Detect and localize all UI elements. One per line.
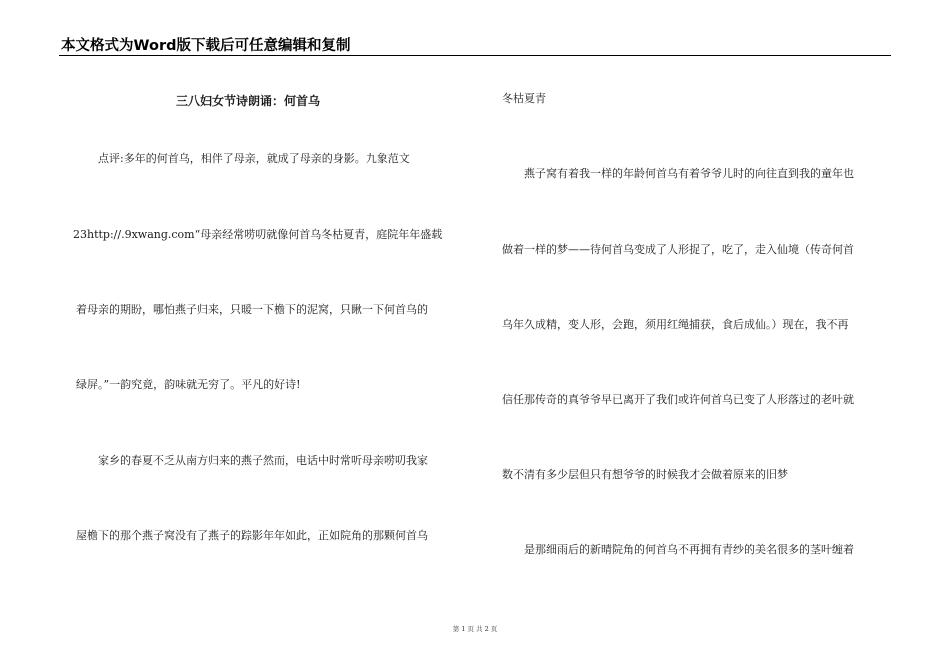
right-line: 燕子窝有着我一样的年龄何首乌有着爷爷儿时的向往直到我的童年也 xyxy=(502,167,854,180)
left-line: 家乡的春夏不乏从南方归来的燕子然而，电话中时常听母亲唠叨我家 xyxy=(76,454,428,467)
left-line: 着母亲的期盼，哪怕燕子归来，只暖一下檐下的泥窝，只瞅一下何首乌的 xyxy=(76,303,428,316)
left-line: 屋檐下的那个燕子窝没有了燕子的踪影年年如此，正如院角的那颗何首乌 xyxy=(76,529,428,542)
left-line: 23http://.9xwang.com“母亲经常唠叨就像何首乌冬枯夏青，庭院年年盛载 xyxy=(73,228,443,241)
document-title: 三八妇女节诗朗诵：何首乌 xyxy=(176,94,321,108)
right-line: 信任那传奇的真爷爷早已离开了我们或许何首乌已变了人形落过的老叶就 xyxy=(502,393,854,406)
right-line: 数不清有多少层但只有想爷爷的时候我才会做着原来的旧梦 xyxy=(502,468,788,481)
right-line: 冬枯夏青 xyxy=(502,92,546,105)
page-number: 第 1 页 共 2 页 xyxy=(452,625,498,633)
right-line: 是那细雨后的新晴院角的何首乌不再拥有青纱的美名很多的茎叶缠着 xyxy=(502,543,854,556)
right-line: 乌年久成精，变人形，会跑，须用红绳捕获，食后成仙。）现在，我不再 xyxy=(502,318,849,331)
left-line: 点评:多年的何首乌，相伴了母亲，就成了母亲的身影。九象范文 xyxy=(76,152,410,165)
header-banner: 本文格式为Word版下载后可任意编辑和复制 xyxy=(61,38,351,54)
right-line: 做着一样的梦——待何首乌变成了人形捉了，吃了，走入仙境（传奇何首 xyxy=(502,243,854,256)
left-line: 绿屏。”一韵究竟，韵味就无穷了。平凡的好诗! xyxy=(76,378,301,391)
header-rule xyxy=(59,55,891,56)
